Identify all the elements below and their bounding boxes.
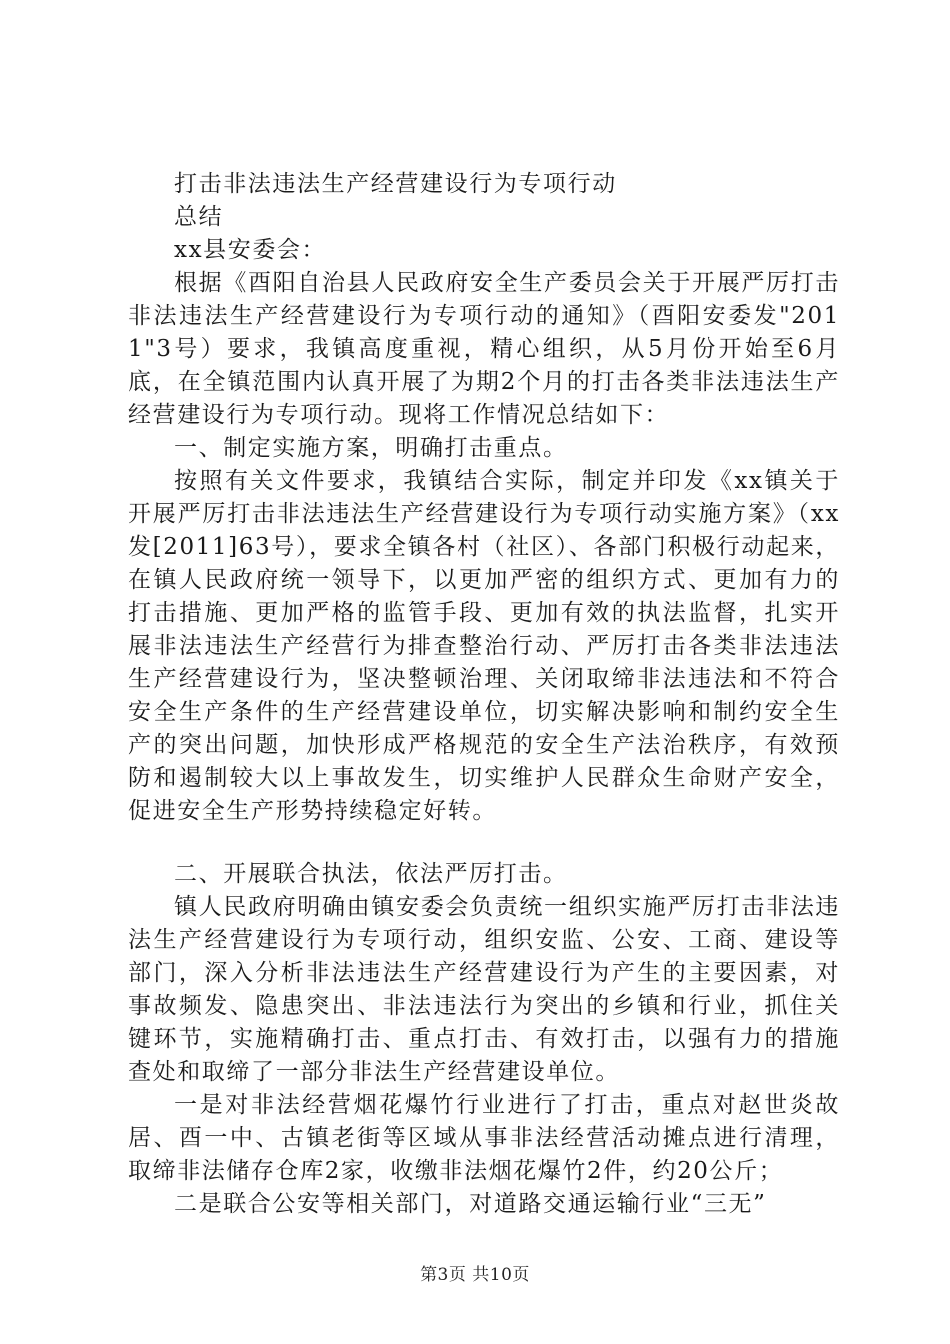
page-footer: 第3页 共10页 bbox=[420, 1265, 530, 1285]
salutation: xx县安委会： bbox=[174, 237, 327, 263]
paragraph-gap bbox=[128, 828, 840, 858]
paragraph-item-2: 二是联合公安等相关部门，对道路交通运输行业“三无” bbox=[174, 1191, 767, 1217]
document-body bbox=[128, 168, 840, 1221]
section-heading-1: 一、制定实施方案，明确打击重点。 bbox=[174, 435, 568, 461]
document-title-line-1: 打击非法违法生产经营建设行为专项行动 bbox=[174, 171, 617, 197]
section-heading-2: 二、开展联合执法，依法严厉打击。 bbox=[174, 861, 568, 887]
paragraph-section-1: 按照有关文件要求，我镇结合实际，制定并印发《xx镇关于开展严厉打击非法违法生产经营建设行为专项行动实施方案》（xx发[2011]63号），要求全镇各村（社区）、各部门积极行动起来，在镇人民政府统一领导下，以更加严密的组织方式、更加有力的打击措施、更加严格的监管手段、更加有效的执法监督，扎实开展非法违法生产经营行为排查整治行动、严厉打击各类非法违法生产经营建设行为，坚决整顿治理、关闭取缔非法违法和不符合安全生产条件的生产经营建设单位，切实解决影响和制约安全生产的突出问题，加快形成严格规范的安全生产法治秩序，有效预防和遏制较大以上事故发生，切实维护人民群众生命财产安全，促进安全生产形势持续稳定好转。 bbox=[128, 468, 840, 824]
paragraph-item-1: 一是对非法经营烟花爆竹行业进行了打击，重点对赵世炎故居、酉一中、古镇老街等区域从事非法经营活动摊点进行清理，取缔非法储存仓库2家，收缴非法烟花爆竹2件，约20公斤； bbox=[128, 1092, 840, 1184]
document-title-line-2: 总结 bbox=[174, 204, 224, 230]
paragraph-intro: 根据《酉阳自治县人民政府安全生产委员会关于开展严厉打击非法违法生产经营建设行为专项行动的通知》（酉阳安委发"2011"3号）要求，我镇高度重视，精心组织，从5月份开始至6月底，在全镇范围内认真开展了为期2个月的打击各类非法违法生产经营建设行为专项行动。现将工作情况总结如下： bbox=[128, 270, 840, 428]
paragraph-section-2: 镇人民政府明确由镇安委会负责统一组织实施严厉打击非法违法生产经营建设行为专项行动，组织安监、公安、工商、建设等部门，深入分析非法违法生产经营建设行为产生的主要因素，对事故频发、隐患突出、非法违法行为突出的乡镇和行业，抓住关键环节，实施精确打击、重点打击、有效打击，以强有力的措施查处和取缔了一部分非法生产经营建设单位。 bbox=[128, 894, 840, 1085]
